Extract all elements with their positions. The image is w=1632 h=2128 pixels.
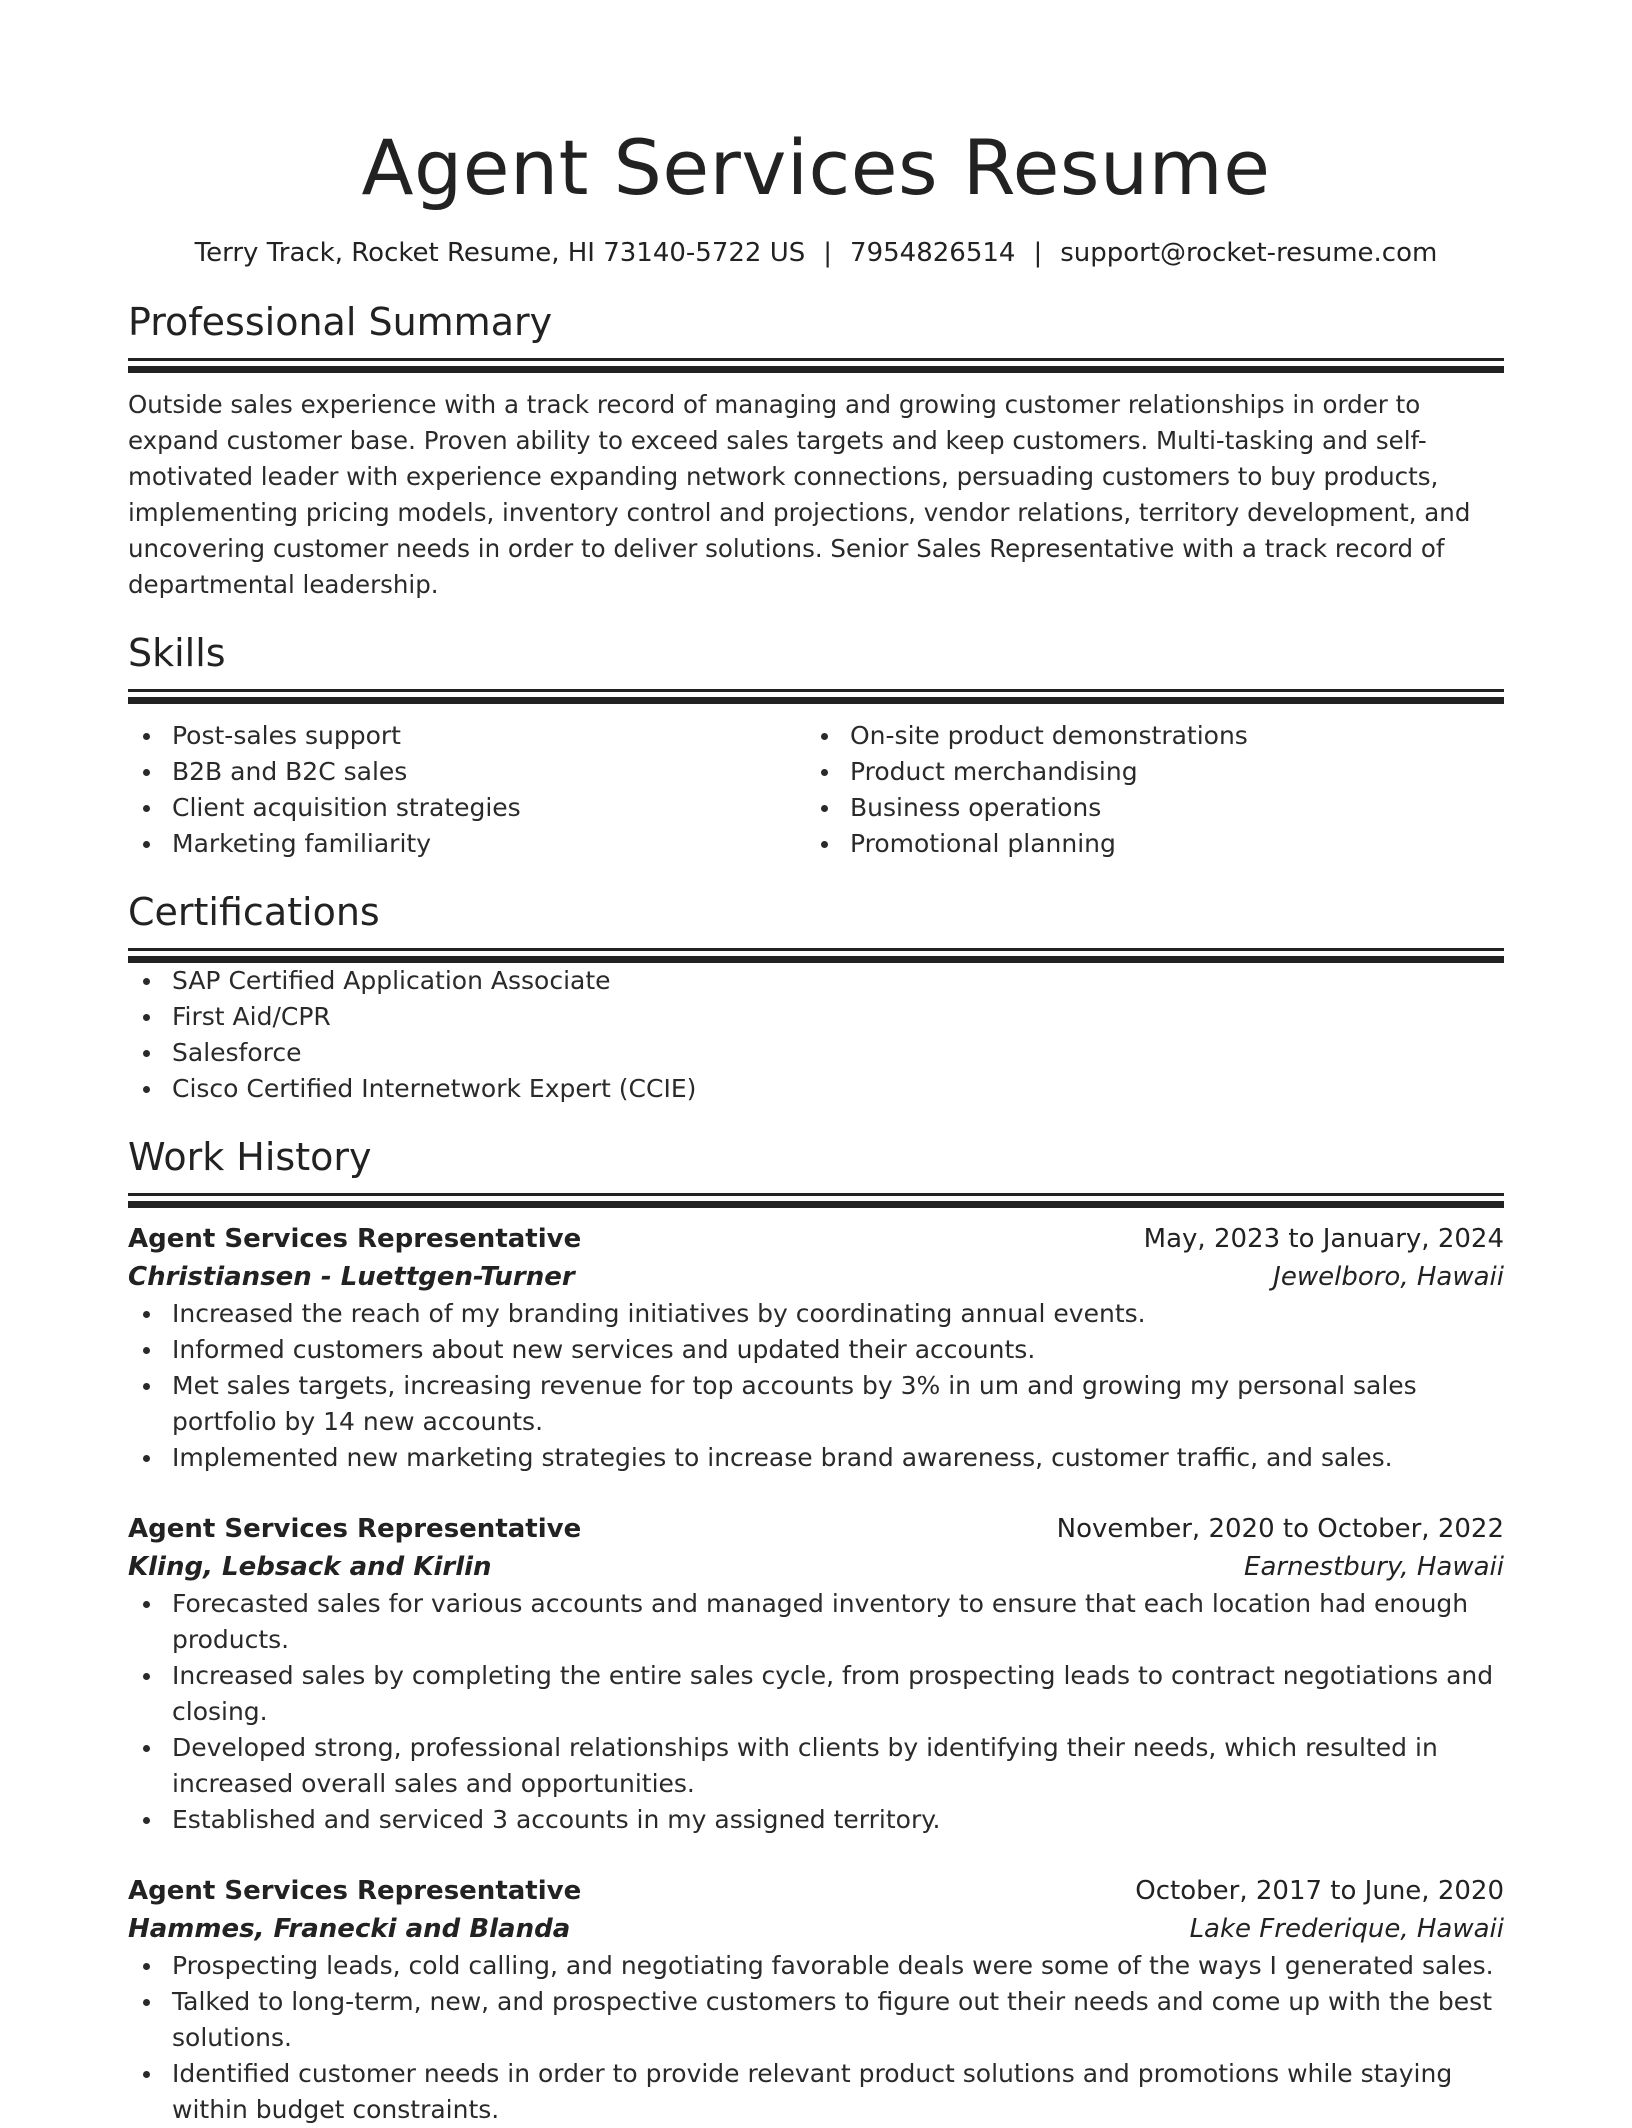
job-location: Jewelboro, Hawaii (1273, 1262, 1504, 1292)
job-title: Agent Services Representative (128, 1876, 582, 1906)
job-entry (128, 1510, 1504, 1838)
job-bullet: Met sales targets, increasing revenue for top accounts by 3% in um and growing my personal sales portfolio by 14 new accounts. (128, 1368, 1504, 1440)
skill-item: Promotional planning (806, 826, 1484, 862)
job-bullet: Increased the reach of my branding initiatives by coordinating annual events. (128, 1296, 1504, 1332)
job-bullet: Informed customers about new services and updated their accounts. (128, 1332, 1504, 1368)
job-dates: October, 2017 to June, 2020 (1135, 1876, 1504, 1906)
job-bullet: Identified customer needs in order to provide relevant product solutions and promotions while staying within budget constraints. (128, 2056, 1504, 2128)
section-rule (128, 358, 1504, 361)
section-rule-thick (128, 366, 1504, 373)
section-rule-thick (128, 697, 1504, 704)
job-bullet: Forecasted sales for various accounts and managed inventory to ensure that each location had enough products. (128, 1586, 1504, 1658)
contact-phone: 7954826514 (850, 238, 1016, 268)
skill-item: Business operations (806, 790, 1484, 826)
summary-section (128, 298, 1504, 603)
section-rule (128, 689, 1504, 692)
job-company: Christiansen - Luettgen-Turner (128, 1262, 575, 1292)
job-title: Agent Services Representative (128, 1514, 582, 1544)
job-dates: November, 2020 to October, 2022 (1056, 1514, 1504, 1544)
job-subheader (128, 1910, 1504, 1948)
job-company: Kling, Lebsack and Kirlin (128, 1552, 492, 1582)
job-header (128, 1220, 1504, 1258)
job-header (128, 1510, 1504, 1548)
page-title: Agent Services Resume (361, 123, 1271, 212)
skills-list-left (128, 718, 806, 862)
contact-separator: | (1033, 238, 1043, 268)
section-rule (128, 948, 1504, 951)
job-bullet: Prospecting leads, cold calling, and negotiating favorable deals were some of the ways I generated sales. (128, 1948, 1504, 1984)
work-history-section (128, 1133, 1504, 2128)
summary-text: Outside sales experience with a track record of managing and growing customer relationships in order to expand customer base. Proven ability to exceed sales targets and keep customers. Multi-tasking and self-motivated leader with experience expanding network connections, persuading customers to buy products, implementing pricing models, inventory control and projections, vendor relations, territory development, and uncovering customer needs in order to deliver solutions. Senior Sales Representative with a track record of departmental leadership. (128, 390, 1471, 599)
certifications-heading: Certifications (128, 890, 380, 934)
job-bullets (128, 1296, 1504, 1476)
skills-list-right (806, 718, 1484, 862)
skill-item: Product merchandising (806, 754, 1484, 790)
job-entry (128, 1220, 1504, 1476)
section-rule-thick (128, 956, 1504, 963)
job-bullet: Talked to long-term, new, and prospective customers to figure out their needs and come up with the best solutions. (128, 1984, 1504, 2056)
section-rule (128, 1193, 1504, 1196)
certification-item: Salesforce (128, 1035, 1504, 1071)
job-location: Lake Frederique, Hawaii (1189, 1914, 1504, 1944)
job-bullet: Developed strong, professional relationships with clients by identifying their needs, which resulted in increased overall sales and opportunities. (128, 1730, 1504, 1802)
job-subheader (128, 1548, 1504, 1586)
section-rule-thick (128, 1201, 1504, 1208)
certification-item: Cisco Certified Internetwork Expert (CCIE) (128, 1071, 1504, 1107)
job-title: Agent Services Representative (128, 1224, 582, 1254)
skill-item: B2B and B2C sales (128, 754, 806, 790)
job-location: Earnestbury, Hawaii (1244, 1552, 1504, 1582)
skill-item: Post-sales support (128, 718, 806, 754)
job-header (128, 1872, 1504, 1910)
contact-email: support@rocket-resume.com (1060, 238, 1438, 268)
job-bullets (128, 1586, 1504, 1838)
contact-address: Terry Track, Rocket Resume, HI 73140-5722 US (194, 238, 806, 268)
job-company: Hammes, Franecki and Blanda (128, 1914, 571, 1944)
skills-grid (128, 718, 1504, 862)
skill-item: On-site product demonstrations (806, 718, 1484, 754)
certifications-section (128, 888, 1504, 1107)
certifications-list (128, 963, 1504, 1107)
work-history-heading: Work History (128, 1135, 372, 1179)
skill-item: Marketing familiarity (128, 826, 806, 862)
job-entry (128, 1872, 1504, 2128)
summary-heading: Professional Summary (128, 300, 553, 344)
certification-item: SAP Certified Application Associate (128, 963, 1504, 999)
job-bullets (128, 1948, 1504, 2128)
job-bullet: Established and serviced 3 accounts in my assigned territory. (128, 1802, 1504, 1838)
job-subheader (128, 1258, 1504, 1296)
certification-item: First Aid/CPR (128, 999, 1504, 1035)
contact-separator: | (823, 238, 833, 268)
skill-item: Client acquisition strategies (128, 790, 806, 826)
contact-line (128, 236, 1504, 270)
skills-heading: Skills (128, 631, 226, 675)
skills-section (128, 629, 1504, 862)
job-dates: May, 2023 to January, 2024 (1143, 1224, 1504, 1254)
job-bullet: Implemented new marketing strategies to increase brand awareness, customer traffic, and sales. (128, 1440, 1504, 1476)
job-bullet: Increased sales by completing the entire sales cycle, from prospecting leads to contract negotiations and closing. (128, 1658, 1504, 1730)
